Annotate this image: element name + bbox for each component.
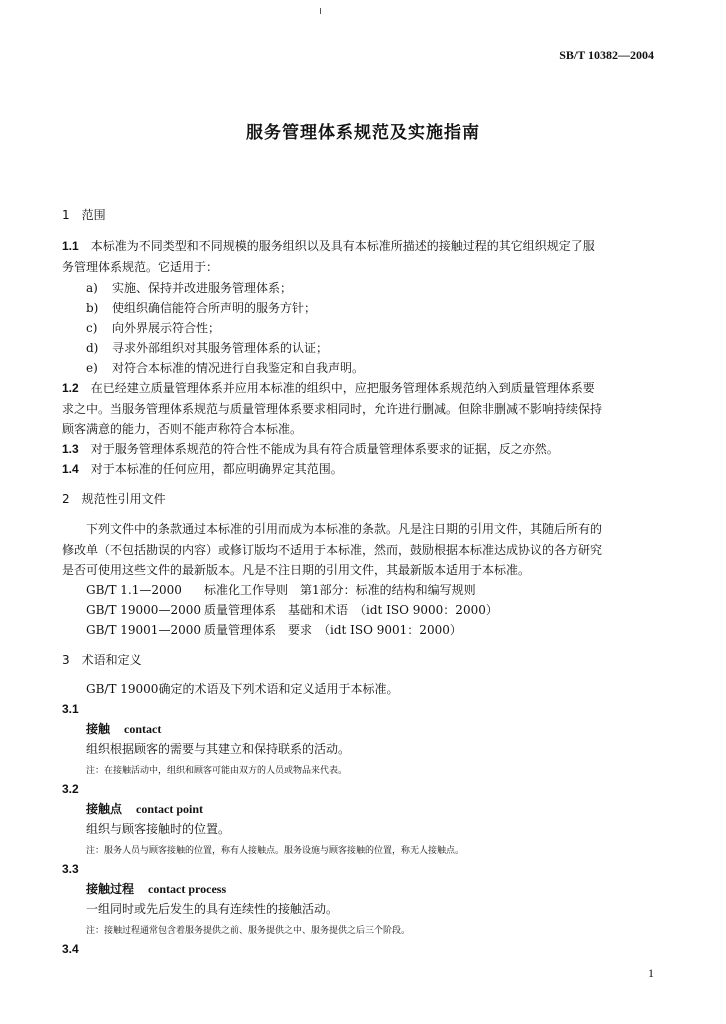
list-text: 使组织确信能符合所声明的服务方针； <box>112 301 317 315</box>
reference-3 <box>86 622 462 638</box>
document-title: 服务管理体系规范及实施指南 <box>246 123 480 143</box>
standard-code: SB/T 10382—2004 <box>559 48 654 62</box>
reference-1 <box>86 582 476 598</box>
section-number: 1 <box>62 208 70 222</box>
term-zh: 接触 <box>86 722 111 736</box>
clause-1-2-line2: 求之中。当服务管理体系规范与质量管理体系要求相同时，允许进行删减。但除非删减不影响持续保持 <box>62 402 603 416</box>
clause-number: 1.1 <box>62 239 79 253</box>
section-number: 2 <box>62 492 70 506</box>
list-item-b <box>86 300 316 316</box>
list-text: 向外界展示符合性； <box>112 321 221 335</box>
reference-title: 质量管理体系 基础和术语 （idt ISO 9000：2000） <box>204 603 498 617</box>
section-2-para-line2: 修改单（不包括勘误的内容）或修订版均不适用于本标准，然而，鼓励根据本标准达成协议的各方研究 <box>62 543 603 557</box>
page-number: 1 <box>648 966 654 980</box>
term-zh: 接触点 <box>86 802 123 816</box>
term-number-3-4: 3.4 <box>62 942 79 956</box>
reference-2 <box>86 602 498 618</box>
list-text: 对符合本标准的情况进行自我鉴定和自我声明。 <box>112 361 365 375</box>
list-label: d) <box>86 341 99 355</box>
term-3-1-definition: 组织根据顾客的需要与其建立和保持联系的活动。 <box>86 742 351 756</box>
list-label: c) <box>86 321 98 335</box>
clause-number: 1.4 <box>62 462 79 476</box>
list-label: a) <box>86 281 98 295</box>
list-item-d <box>86 340 328 356</box>
reference-code: GB/T 1.1—2000 <box>86 583 182 597</box>
section-1-heading <box>62 207 106 223</box>
reference-code: GB/T 19000—2000 <box>86 603 201 617</box>
term-en: contact <box>124 722 162 736</box>
term-3-1-heading <box>86 721 161 737</box>
clause-1-2-line3: 顾客满意的能力，否则不能声称符合本标准。 <box>62 422 303 436</box>
term-3-2-definition: 组织与顾客接触时的位置。 <box>86 822 231 836</box>
clause-number: 1.3 <box>62 442 79 456</box>
list-label: e) <box>86 361 98 375</box>
scan-mark <box>320 8 321 14</box>
term-number-3-1: 3.1 <box>62 702 79 716</box>
list-label: b) <box>86 301 99 315</box>
clause-1-3 <box>62 441 559 457</box>
section-3-intro: GB/T 19000确定的术语及下列术语和定义适用于本标准。 <box>86 682 399 696</box>
section-title: 术语和定义 <box>81 653 142 667</box>
section-2-para-line3: 是否可使用这些文件的最新版本。凡是不注日期的引用文件，其最新版本适用于本标准。 <box>62 563 531 577</box>
clause-text: 对于本标准的任何应用，都应明确界定其范围。 <box>90 462 343 476</box>
term-3-3-note: 注：接触过程通常包含着服务提供之前、服务提供之中、服务提供之后三个阶段。 <box>86 926 411 936</box>
list-item-c <box>86 320 220 336</box>
clause-text: 在已经建立质量管理体系并应用本标准的组织中，应把服务管理体系规范纳入到质量管理体系要 <box>90 381 595 395</box>
section-title: 范围 <box>81 208 106 222</box>
section-3-heading <box>62 652 142 668</box>
clause-1-2-line1 <box>62 380 595 396</box>
reference-title: 标准化工作导则 第1部分：标准的结构和编写规则 <box>204 583 476 597</box>
term-number-3-3: 3.3 <box>62 862 79 876</box>
clause-1-1-line1 <box>62 238 595 254</box>
reference-title: 质量管理体系 要求 （idt ISO 9001：2000） <box>204 623 462 637</box>
term-3-2-note: 注：服务人员与顾客接触的位置，称有人接触点。服务设施与顾客接触的位置，称无人接触点。 <box>86 846 465 856</box>
list-text: 实施、保持并改进服务管理体系； <box>112 281 293 295</box>
section-number: 3 <box>62 653 70 667</box>
reference-code: GB/T 19001—2000 <box>86 623 201 637</box>
term-en: contact point <box>136 802 204 816</box>
section-2-heading <box>62 491 166 507</box>
clause-text: 本标准为不同类型和不同规模的服务组织以及具有本标准所描述的接触过程的其它组织规定了服 <box>90 239 595 253</box>
term-en: contact process <box>148 882 227 896</box>
clause-1-4 <box>62 461 343 477</box>
list-text: 寻求外部组织对其服务管理体系的认证； <box>112 341 329 355</box>
clause-number: 1.2 <box>62 381 79 395</box>
term-3-3-heading <box>86 881 226 897</box>
clause-text: 对于服务管理体系规范的符合性不能成为具有符合质量管理体系要求的证据，反之亦然。 <box>90 442 559 456</box>
list-item-a <box>86 280 292 296</box>
term-zh: 接触过程 <box>86 882 135 896</box>
clause-1-1-line2: 务管理体系规范。它适用于： <box>62 260 219 274</box>
list-item-e <box>86 360 364 376</box>
term-3-2-heading <box>86 801 203 817</box>
term-3-3-definition: 一组同时或先后发生的具有连续性的接触活动。 <box>86 902 339 916</box>
term-number-3-2: 3.2 <box>62 782 79 796</box>
section-title: 规范性引用文件 <box>81 492 166 506</box>
section-2-para-line1: 下列文件中的条款通过本标准的引用而成为本标准的条款。凡是注日期的引用文件，其随后所有的 <box>86 522 603 536</box>
term-3-1-note: 注：在接触活动中，组织和顾客可能由双方的人员或物品来代表。 <box>86 766 348 776</box>
